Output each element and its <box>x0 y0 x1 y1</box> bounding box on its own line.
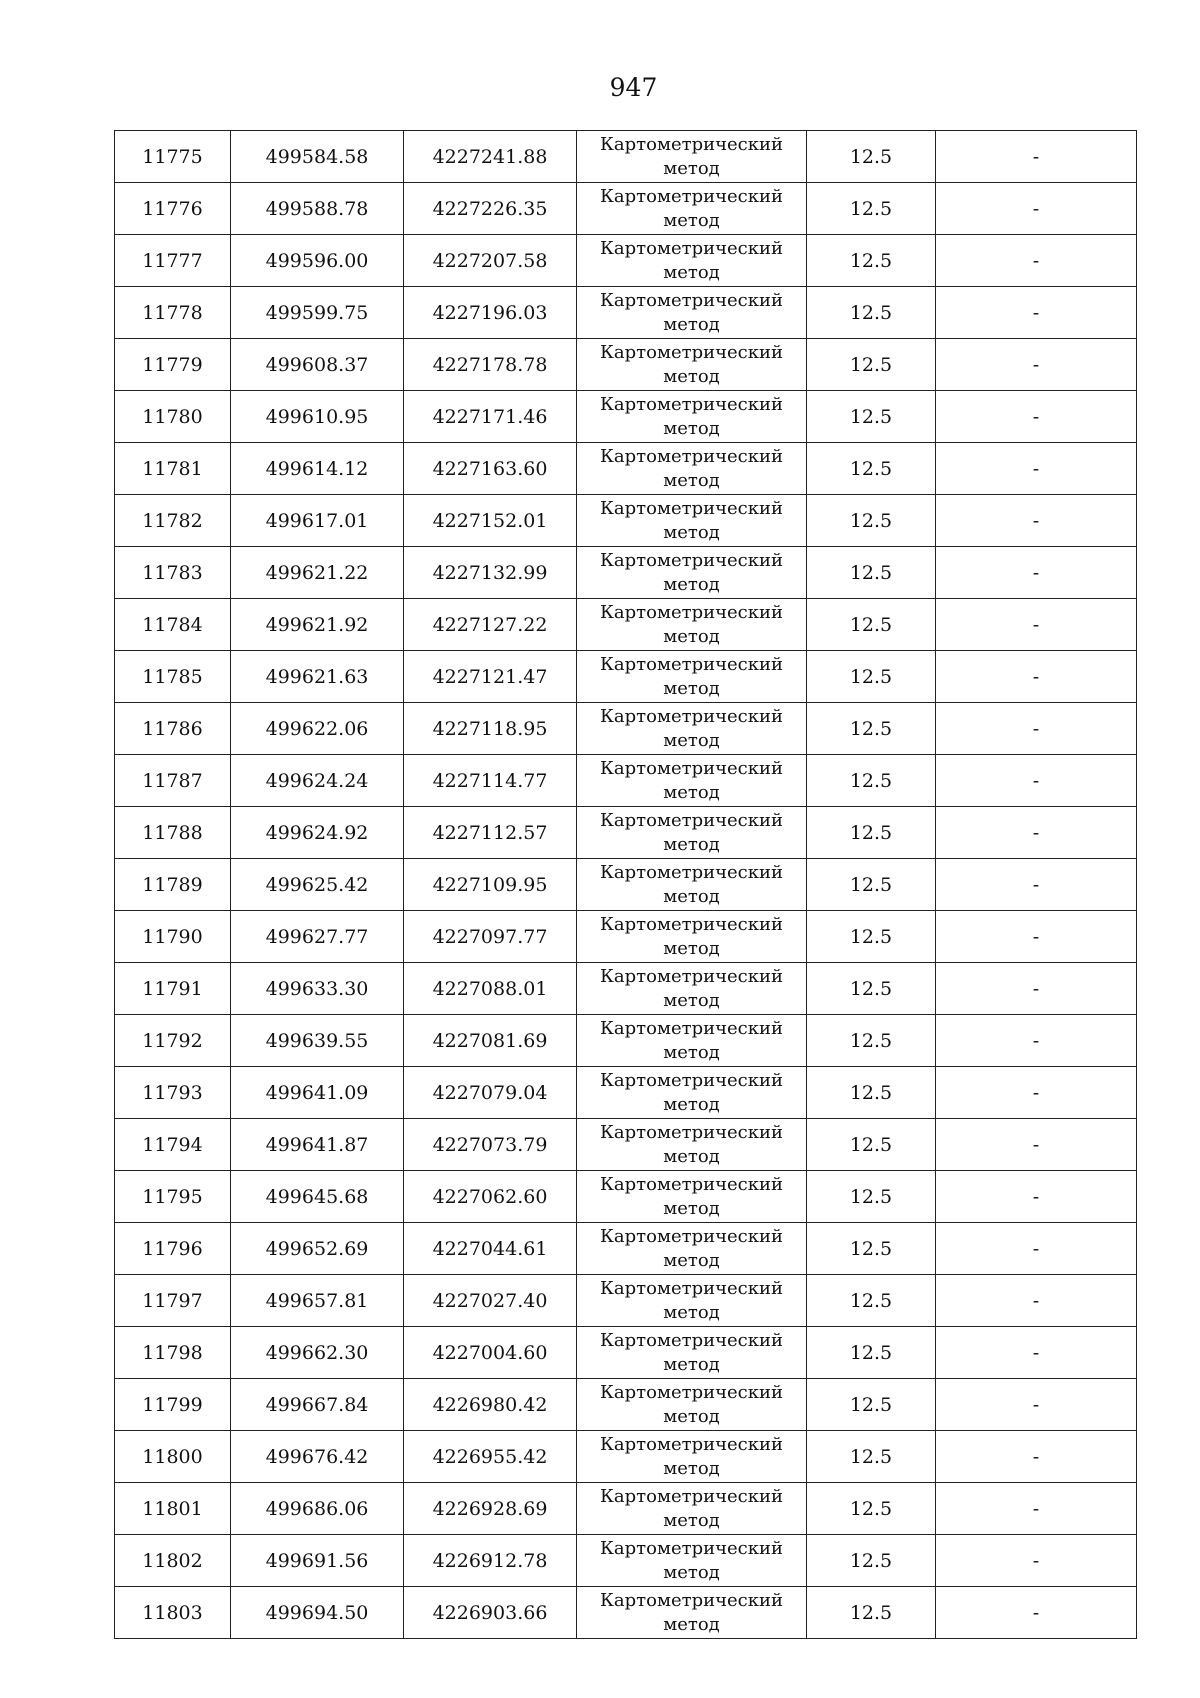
method-cell <box>577 911 807 963</box>
description-cell: - <box>936 1119 1137 1171</box>
table-row <box>115 755 1137 807</box>
y-coordinate-cell: 4227073.79 <box>404 1119 577 1171</box>
x-coordinate-cell: 499662.30 <box>231 1327 404 1379</box>
table-row <box>115 859 1137 911</box>
y-coordinate-cell: 4227118.95 <box>404 703 577 755</box>
accuracy-cell: 12.5 <box>807 859 936 911</box>
accuracy-cell: 12.5 <box>807 1327 936 1379</box>
table-row <box>115 1171 1137 1223</box>
method-line-2: метод <box>663 1041 720 1063</box>
x-coordinate-cell: 499652.69 <box>231 1223 404 1275</box>
method-line-2: метод <box>663 625 720 647</box>
table-row <box>115 1483 1137 1535</box>
point-number-cell: 11783 <box>115 547 231 599</box>
table-row <box>115 1587 1137 1639</box>
point-number-cell: 11800 <box>115 1431 231 1483</box>
accuracy-cell: 12.5 <box>807 443 936 495</box>
y-coordinate-cell: 4227081.69 <box>404 1015 577 1067</box>
y-coordinate-cell: 4226955.42 <box>404 1431 577 1483</box>
y-coordinate-cell: 4226912.78 <box>404 1535 577 1587</box>
x-coordinate-cell: 499610.95 <box>231 391 404 443</box>
description-cell: - <box>936 1015 1137 1067</box>
accuracy-cell: 12.5 <box>807 703 936 755</box>
x-coordinate-cell: 499621.22 <box>231 547 404 599</box>
point-number-cell: 11779 <box>115 339 231 391</box>
method-cell <box>577 1275 807 1327</box>
point-number-cell: 11801 <box>115 1483 231 1535</box>
accuracy-cell: 12.5 <box>807 1431 936 1483</box>
x-coordinate-cell: 499617.01 <box>231 495 404 547</box>
table-row <box>115 911 1137 963</box>
accuracy-cell: 12.5 <box>807 1275 936 1327</box>
method-line-1: Картометрический <box>600 289 783 311</box>
x-coordinate-cell: 499627.77 <box>231 911 404 963</box>
method-cell <box>577 1379 807 1431</box>
accuracy-cell: 12.5 <box>807 911 936 963</box>
y-coordinate-cell: 4227132.99 <box>404 547 577 599</box>
point-number-cell: 11787 <box>115 755 231 807</box>
description-cell: - <box>936 755 1137 807</box>
table-row <box>115 1535 1137 1587</box>
point-number-cell: 11776 <box>115 183 231 235</box>
method-line-1: Картометрический <box>600 549 783 571</box>
table-row <box>115 287 1137 339</box>
table-row <box>115 703 1137 755</box>
method-cell <box>577 235 807 287</box>
method-cell <box>577 1119 807 1171</box>
method-line-1: Картометрический <box>600 1069 783 1091</box>
method-line-2: метод <box>663 1197 720 1219</box>
y-coordinate-cell: 4227114.77 <box>404 755 577 807</box>
table-row <box>115 963 1137 1015</box>
method-cell <box>577 1483 807 1535</box>
x-coordinate-cell: 499694.50 <box>231 1587 404 1639</box>
method-line-1: Картометрический <box>600 653 783 675</box>
method-line-2: метод <box>663 209 720 231</box>
method-line-1: Картометрический <box>600 185 783 207</box>
x-coordinate-cell: 499622.06 <box>231 703 404 755</box>
accuracy-cell: 12.5 <box>807 1015 936 1067</box>
accuracy-cell: 12.5 <box>807 1223 936 1275</box>
description-cell: - <box>936 547 1137 599</box>
method-line-2: метод <box>663 1145 720 1167</box>
description-cell: - <box>936 599 1137 651</box>
y-coordinate-cell: 4227207.58 <box>404 235 577 287</box>
method-line-2: метод <box>663 1249 720 1271</box>
x-coordinate-cell: 499621.92 <box>231 599 404 651</box>
method-cell <box>577 1067 807 1119</box>
y-coordinate-cell: 4226980.42 <box>404 1379 577 1431</box>
point-number-cell: 11775 <box>115 131 231 183</box>
y-coordinate-cell: 4227121.47 <box>404 651 577 703</box>
method-cell <box>577 339 807 391</box>
method-line-1: Картометрический <box>600 1173 783 1195</box>
point-number-cell: 11803 <box>115 1587 231 1639</box>
y-coordinate-cell: 4227062.60 <box>404 1171 577 1223</box>
method-cell <box>577 1431 807 1483</box>
method-line-2: метод <box>663 937 720 959</box>
description-cell: - <box>936 391 1137 443</box>
x-coordinate-cell: 499645.68 <box>231 1171 404 1223</box>
x-coordinate-cell: 499676.42 <box>231 1431 404 1483</box>
table-row <box>115 1275 1137 1327</box>
method-line-1: Картометрический <box>600 393 783 415</box>
point-number-cell: 11778 <box>115 287 231 339</box>
x-coordinate-cell: 499633.30 <box>231 963 404 1015</box>
method-line-1: Картометрический <box>600 861 783 883</box>
method-cell <box>577 859 807 911</box>
method-line-2: метод <box>663 1093 720 1115</box>
method-cell <box>577 807 807 859</box>
description-cell: - <box>936 963 1137 1015</box>
table-row <box>115 599 1137 651</box>
method-line-2: метод <box>663 677 720 699</box>
accuracy-cell: 12.5 <box>807 131 936 183</box>
method-line-1: Картометрический <box>600 1537 783 1559</box>
method-line-2: метод <box>663 157 720 179</box>
y-coordinate-cell: 4227178.78 <box>404 339 577 391</box>
table-row <box>115 339 1137 391</box>
accuracy-cell: 12.5 <box>807 599 936 651</box>
method-cell <box>577 131 807 183</box>
method-cell <box>577 287 807 339</box>
method-line-2: метод <box>663 313 720 335</box>
accuracy-cell: 12.5 <box>807 755 936 807</box>
method-line-1: Картометрический <box>600 1121 783 1143</box>
y-coordinate-cell: 4227127.22 <box>404 599 577 651</box>
description-cell: - <box>936 651 1137 703</box>
method-line-2: метод <box>663 989 720 1011</box>
point-number-cell: 11797 <box>115 1275 231 1327</box>
method-line-1: Картометрический <box>600 237 783 259</box>
method-line-2: метод <box>663 1561 720 1583</box>
table-row <box>115 651 1137 703</box>
method-line-1: Картометрический <box>600 705 783 727</box>
description-cell: - <box>936 1587 1137 1639</box>
method-line-1: Картометрический <box>600 1433 783 1455</box>
table-row <box>115 391 1137 443</box>
method-line-2: метод <box>663 573 720 595</box>
point-number-cell: 11780 <box>115 391 231 443</box>
x-coordinate-cell: 499641.87 <box>231 1119 404 1171</box>
method-cell <box>577 1223 807 1275</box>
description-cell: - <box>936 859 1137 911</box>
table-row <box>115 1431 1137 1483</box>
method-line-2: метод <box>663 1405 720 1427</box>
table-row <box>115 1223 1137 1275</box>
point-number-cell: 11777 <box>115 235 231 287</box>
x-coordinate-cell: 499624.92 <box>231 807 404 859</box>
method-line-2: метод <box>663 1613 720 1635</box>
x-coordinate-cell: 499599.75 <box>231 287 404 339</box>
method-line-2: метод <box>663 261 720 283</box>
accuracy-cell: 12.5 <box>807 547 936 599</box>
method-line-2: метод <box>663 781 720 803</box>
y-coordinate-cell: 4227109.95 <box>404 859 577 911</box>
method-line-1: Картометрический <box>600 1589 783 1611</box>
point-number-cell: 11792 <box>115 1015 231 1067</box>
point-number-cell: 11785 <box>115 651 231 703</box>
description-cell: - <box>936 1327 1137 1379</box>
y-coordinate-cell: 4227226.35 <box>404 183 577 235</box>
description-cell: - <box>936 1275 1137 1327</box>
method-cell <box>577 1015 807 1067</box>
method-line-1: Картометрический <box>600 445 783 467</box>
method-line-2: метод <box>663 365 720 387</box>
method-cell <box>577 755 807 807</box>
method-cell <box>577 183 807 235</box>
x-coordinate-cell: 499588.78 <box>231 183 404 235</box>
accuracy-cell: 12.5 <box>807 495 936 547</box>
y-coordinate-cell: 4227171.46 <box>404 391 577 443</box>
x-coordinate-cell: 499621.63 <box>231 651 404 703</box>
y-coordinate-cell: 4227088.01 <box>404 963 577 1015</box>
point-number-cell: 11802 <box>115 1535 231 1587</box>
method-line-2: метод <box>663 1457 720 1479</box>
y-coordinate-cell: 4227079.04 <box>404 1067 577 1119</box>
x-coordinate-cell: 499639.55 <box>231 1015 404 1067</box>
accuracy-cell: 12.5 <box>807 651 936 703</box>
point-number-cell: 11786 <box>115 703 231 755</box>
point-number-cell: 11790 <box>115 911 231 963</box>
description-cell: - <box>936 1067 1137 1119</box>
accuracy-cell: 12.5 <box>807 235 936 287</box>
table-row <box>115 443 1137 495</box>
table-row <box>115 1119 1137 1171</box>
description-cell: - <box>936 703 1137 755</box>
method-line-1: Картометрический <box>600 809 783 831</box>
description-cell: - <box>936 1483 1137 1535</box>
method-cell <box>577 1587 807 1639</box>
page-number: 947 <box>609 73 658 102</box>
method-line-2: метод <box>663 1301 720 1323</box>
method-line-1: Картометрический <box>600 1225 783 1247</box>
accuracy-cell: 12.5 <box>807 1067 936 1119</box>
x-coordinate-cell: 499584.58 <box>231 131 404 183</box>
method-line-1: Картометрический <box>600 341 783 363</box>
x-coordinate-cell: 499667.84 <box>231 1379 404 1431</box>
table-row <box>115 235 1137 287</box>
description-cell: - <box>936 183 1137 235</box>
point-number-cell: 11788 <box>115 807 231 859</box>
method-cell <box>577 547 807 599</box>
method-cell <box>577 1535 807 1587</box>
accuracy-cell: 12.5 <box>807 287 936 339</box>
y-coordinate-cell: 4227241.88 <box>404 131 577 183</box>
method-cell <box>577 1171 807 1223</box>
point-number-cell: 11795 <box>115 1171 231 1223</box>
point-number-cell: 11791 <box>115 963 231 1015</box>
description-cell: - <box>936 911 1137 963</box>
x-coordinate-cell: 499608.37 <box>231 339 404 391</box>
method-line-1: Картометрический <box>600 601 783 623</box>
x-coordinate-cell: 499614.12 <box>231 443 404 495</box>
method-line-2: метод <box>663 1509 720 1531</box>
x-coordinate-cell: 499641.09 <box>231 1067 404 1119</box>
point-number-cell: 11789 <box>115 859 231 911</box>
y-coordinate-cell: 4227112.57 <box>404 807 577 859</box>
method-cell <box>577 443 807 495</box>
y-coordinate-cell: 4227152.01 <box>404 495 577 547</box>
method-line-2: метод <box>663 729 720 751</box>
table-row <box>115 1067 1137 1119</box>
method-line-1: Картометрический <box>600 913 783 935</box>
accuracy-cell: 12.5 <box>807 1483 936 1535</box>
accuracy-cell: 12.5 <box>807 1587 936 1639</box>
accuracy-cell: 12.5 <box>807 807 936 859</box>
y-coordinate-cell: 4227163.60 <box>404 443 577 495</box>
method-line-1: Картометрический <box>600 1381 783 1403</box>
description-cell: - <box>936 807 1137 859</box>
description-cell: - <box>936 235 1137 287</box>
table-row <box>115 495 1137 547</box>
method-line-2: метод <box>663 1353 720 1375</box>
point-number-cell: 11782 <box>115 495 231 547</box>
x-coordinate-cell: 499596.00 <box>231 235 404 287</box>
accuracy-cell: 12.5 <box>807 339 936 391</box>
method-line-2: метод <box>663 521 720 543</box>
method-cell <box>577 1327 807 1379</box>
method-line-2: метод <box>663 469 720 491</box>
x-coordinate-cell: 499625.42 <box>231 859 404 911</box>
accuracy-cell: 12.5 <box>807 391 936 443</box>
x-coordinate-cell: 499686.06 <box>231 1483 404 1535</box>
coordinates-table <box>114 130 1137 1639</box>
table-row <box>115 1015 1137 1067</box>
description-cell: - <box>936 1431 1137 1483</box>
method-cell <box>577 599 807 651</box>
accuracy-cell: 12.5 <box>807 1379 936 1431</box>
method-cell <box>577 391 807 443</box>
description-cell: - <box>936 339 1137 391</box>
x-coordinate-cell: 499657.81 <box>231 1275 404 1327</box>
point-number-cell: 11794 <box>115 1119 231 1171</box>
method-cell <box>577 963 807 1015</box>
x-coordinate-cell: 499624.24 <box>231 755 404 807</box>
table-body <box>115 131 1137 1639</box>
y-coordinate-cell: 4227004.60 <box>404 1327 577 1379</box>
description-cell: - <box>936 1223 1137 1275</box>
description-cell: - <box>936 1379 1137 1431</box>
method-line-2: метод <box>663 833 720 855</box>
accuracy-cell: 12.5 <box>807 963 936 1015</box>
description-cell: - <box>936 131 1137 183</box>
description-cell: - <box>936 287 1137 339</box>
y-coordinate-cell: 4227196.03 <box>404 287 577 339</box>
y-coordinate-cell: 4227097.77 <box>404 911 577 963</box>
table-row <box>115 183 1137 235</box>
point-number-cell: 11798 <box>115 1327 231 1379</box>
method-cell <box>577 495 807 547</box>
y-coordinate-cell: 4226928.69 <box>404 1483 577 1535</box>
table-row <box>115 1327 1137 1379</box>
table-row <box>115 807 1137 859</box>
accuracy-cell: 12.5 <box>807 1119 936 1171</box>
table-row <box>115 131 1137 183</box>
point-number-cell: 11793 <box>115 1067 231 1119</box>
description-cell: - <box>936 495 1137 547</box>
accuracy-cell: 12.5 <box>807 1535 936 1587</box>
method-line-1: Картометрический <box>600 1329 783 1351</box>
point-number-cell: 11784 <box>115 599 231 651</box>
method-line-2: метод <box>663 417 720 439</box>
table-row <box>115 547 1137 599</box>
description-cell: - <box>936 1535 1137 1587</box>
description-cell: - <box>936 443 1137 495</box>
x-coordinate-cell: 499691.56 <box>231 1535 404 1587</box>
point-number-cell: 11799 <box>115 1379 231 1431</box>
accuracy-cell: 12.5 <box>807 183 936 235</box>
method-cell <box>577 703 807 755</box>
point-number-cell: 11796 <box>115 1223 231 1275</box>
y-coordinate-cell: 4226903.66 <box>404 1587 577 1639</box>
table-row <box>115 1379 1137 1431</box>
method-line-1: Картометрический <box>600 1017 783 1039</box>
method-line-1: Картометрический <box>600 1485 783 1507</box>
accuracy-cell: 12.5 <box>807 1171 936 1223</box>
method-line-1: Картометрический <box>600 1277 783 1299</box>
y-coordinate-cell: 4227027.40 <box>404 1275 577 1327</box>
method-line-1: Картометрический <box>600 133 783 155</box>
description-cell: - <box>936 1171 1137 1223</box>
method-cell <box>577 651 807 703</box>
method-line-1: Картометрический <box>600 965 783 987</box>
method-line-1: Картометрический <box>600 497 783 519</box>
method-line-2: метод <box>663 885 720 907</box>
method-line-1: Картометрический <box>600 757 783 779</box>
y-coordinate-cell: 4227044.61 <box>404 1223 577 1275</box>
point-number-cell: 11781 <box>115 443 231 495</box>
